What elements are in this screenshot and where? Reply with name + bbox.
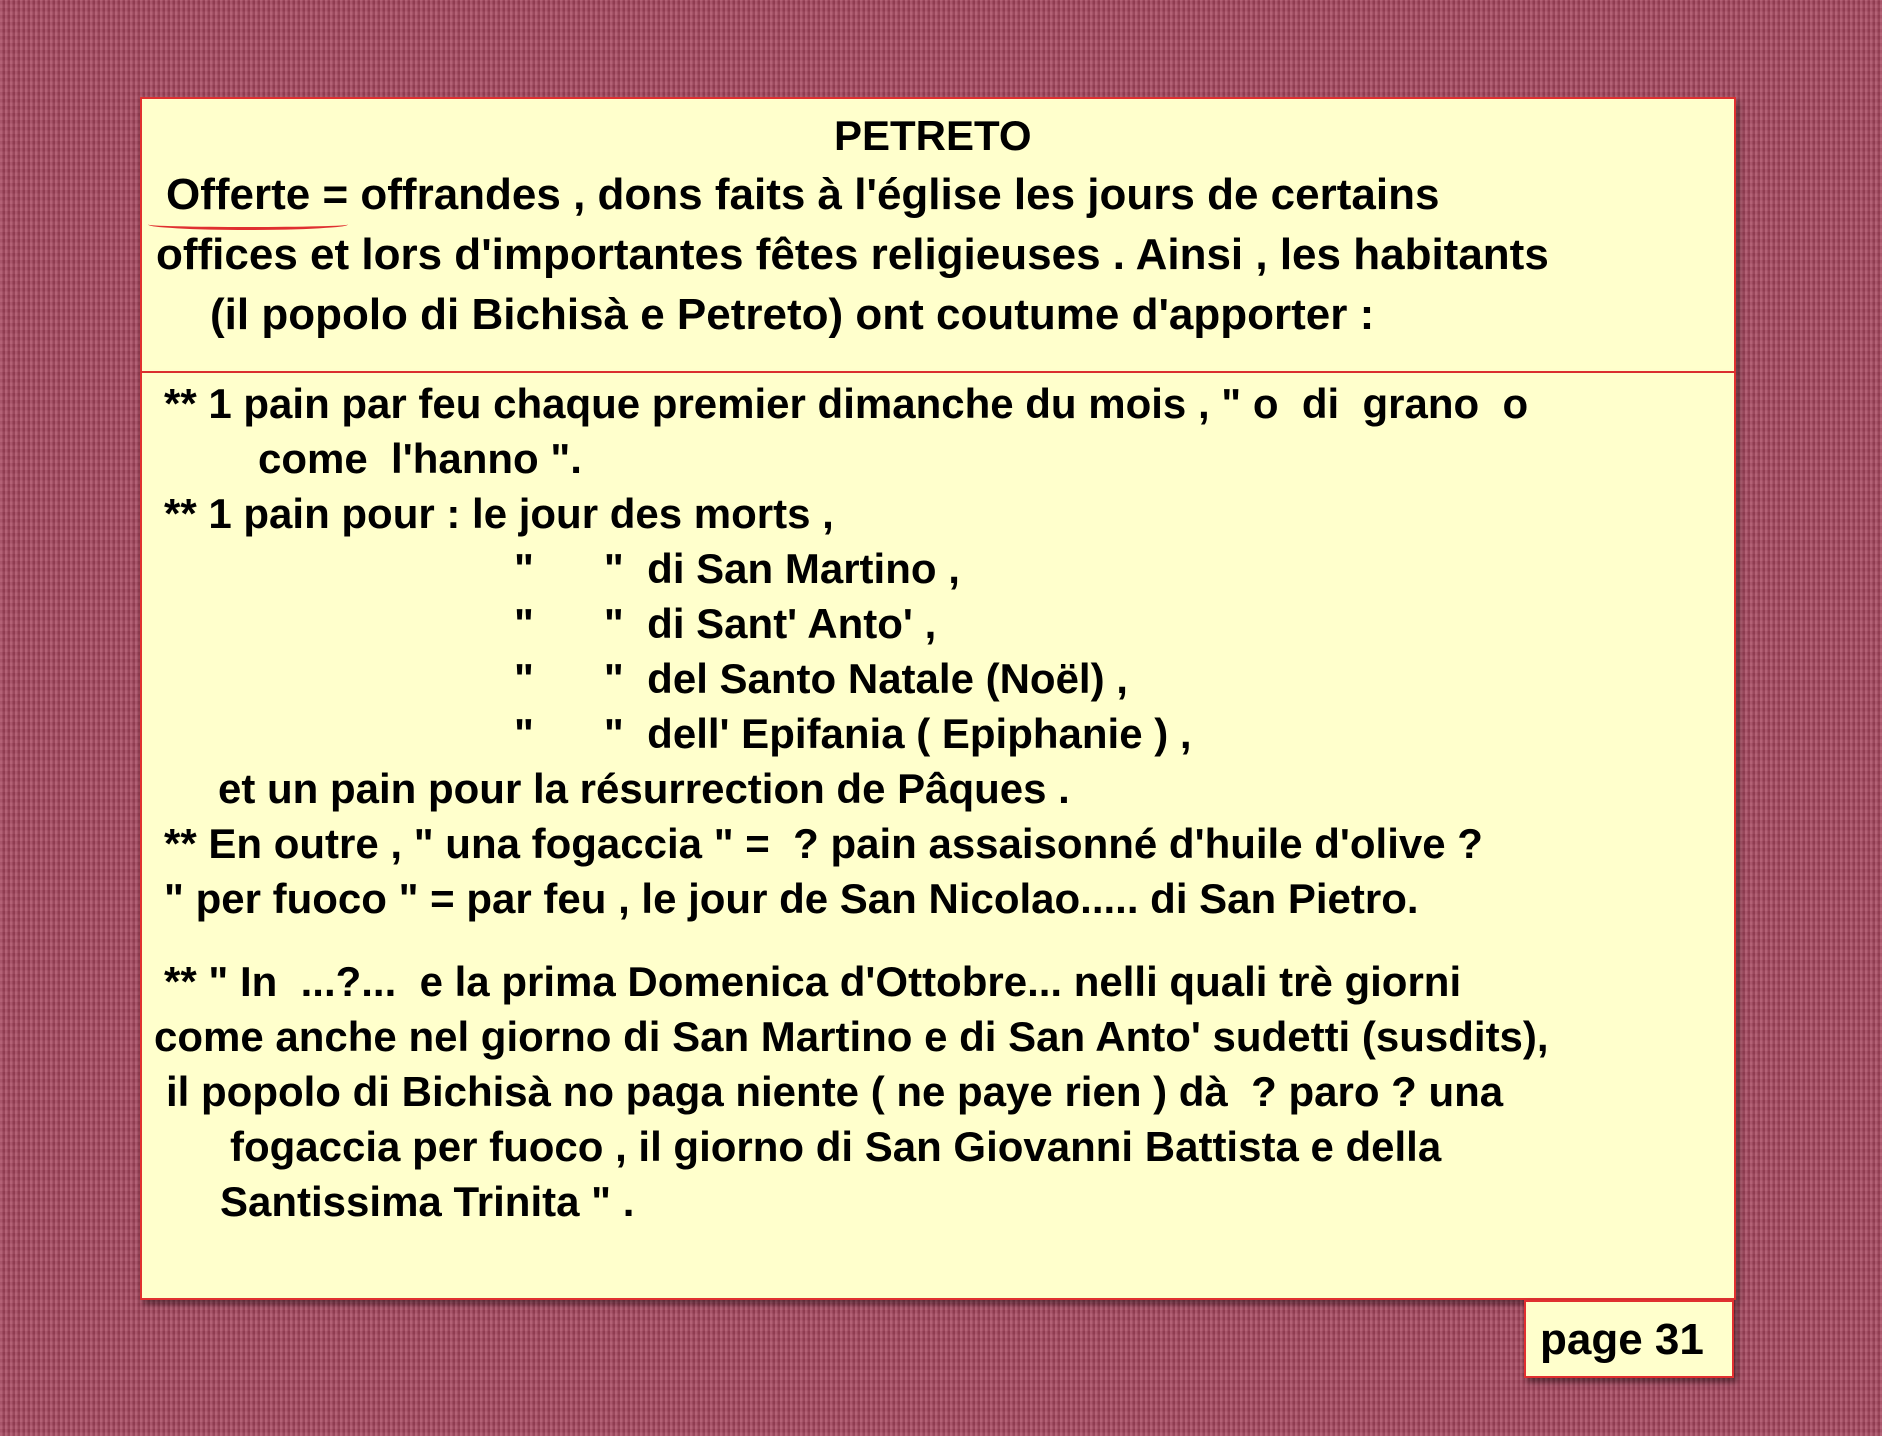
body-line: il popolo di Bichisà no paga niente ( ne paye rien ) dà ? paro ? una xyxy=(166,1068,1504,1115)
body-line: fogaccia per fuoco , il giorno di San Giovanni Battista e della xyxy=(230,1123,1442,1170)
body-line: Santissima Trinita " . xyxy=(220,1178,635,1225)
term-definition: = offrandes , dons faits à l'église les jours de certains xyxy=(310,170,1440,219)
page-number: page 31 xyxy=(1540,1315,1704,1364)
body-line: " " di San Martino , xyxy=(514,545,960,592)
body-line: ** 1 pain pour : le jour des morts , xyxy=(164,490,834,537)
header-line-2: offices et lors d'importantes fêtes religieuses . Ainsi , les habitants xyxy=(156,230,1549,279)
body-line: " per fuoco " = par feu , le jour de San Nicolao..... di San Pietro. xyxy=(164,875,1419,922)
body-line: come anche nel giorno di San Martino e di San Anto' sudetti (susdits), xyxy=(154,1013,1549,1060)
body-line: " " dell' Epifania ( Epiphanie ) , xyxy=(514,710,1192,757)
body-line: come l'hanno ". xyxy=(258,435,582,482)
term-underline xyxy=(148,219,348,230)
body-line: ** En outre , " una fogaccia " = ? pain assaisonné d'huile d'olive ? xyxy=(164,820,1483,867)
body-line: " " di Sant' Anto' , xyxy=(514,600,937,647)
body-line: ** 1 pain par feu chaque premier dimanche du mois , " o di grano o xyxy=(164,380,1529,427)
body-line: " " del Santo Natale (Noël) , xyxy=(514,655,1128,702)
body-panel xyxy=(140,373,1736,1300)
header-panel xyxy=(140,97,1736,373)
page-number-box xyxy=(1524,1300,1734,1378)
page-title: PETRETO xyxy=(834,112,1032,159)
header-line-1 xyxy=(166,170,1440,219)
body-line: et un pain pour la résurrection de Pâques . xyxy=(218,765,1070,812)
header-line-3: (il popolo di Bichisà e Petreto) ont coutume d'apporter : xyxy=(210,290,1375,339)
body-line: ** " In ...?... e la prima Domenica d'Ottobre... nelli quali trè giorni xyxy=(164,958,1462,1005)
term-offerte: Offerte xyxy=(166,170,311,219)
